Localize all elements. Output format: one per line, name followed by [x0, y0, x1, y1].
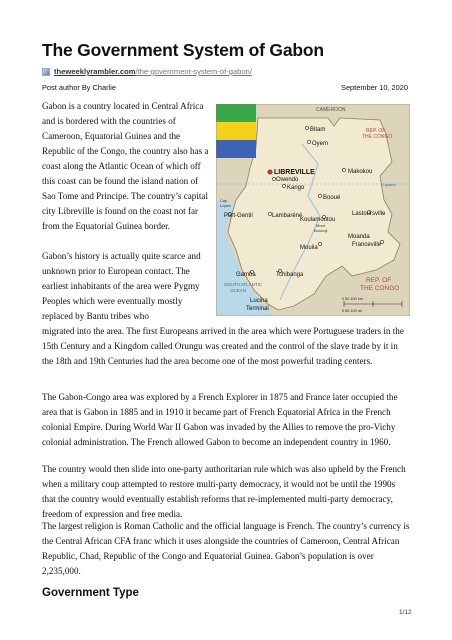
- label-mont-bound-1: Mont: [316, 223, 325, 228]
- scale-label-km: 0 50 100 km: [342, 297, 363, 301]
- marker-libreville: [268, 170, 272, 174]
- paragraph-history-part1: Gabon’s history is actually quite scarce and unknown prior to European contact. The earliest inhabitants of the area were Pygmy Peoples which were eventually mostly replaced by Bantu tribes who: [42, 251, 201, 321]
- paragraph-intro: Gabon is a country located in Central Africa and is bordered with the countries of Cameroon, Equatorial Guinea and the Republic of the Congo, the country also has a coast along the Atlantic Ocean of which off this coast can be found the island nation of Sao Tome and Principe. The country’s capital city Libreville is found on the coast not far from the Equatorial Guinea border.: [42, 101, 209, 231]
- label-ocean-2: OCEAN: [230, 288, 247, 293]
- flag-stripe-yellow: [216, 122, 256, 140]
- scale-label-mi: 0 50 100 mi: [342, 309, 362, 313]
- city-oyem: Oyem: [312, 141, 329, 147]
- city-port-gentil: Port-Gentil: [224, 213, 253, 219]
- city-booue: Booué: [323, 195, 341, 201]
- city-owendo: Owendo: [276, 177, 299, 183]
- post-author: Post author By Charlie: [42, 83, 116, 92]
- city-mouila: Mouila: [300, 245, 318, 251]
- site-favicon-icon: [42, 68, 50, 76]
- marker-bitam: [305, 126, 308, 129]
- post-date: September 10, 2020: [341, 83, 408, 92]
- city-koulamoutou: Koulamoutou: [300, 217, 336, 223]
- label-cameroon: CAMEROON: [316, 107, 346, 113]
- paragraph-religion: The largest religion is Roman Catholic and the official language is French. The country’s currency is the Central African CFA franc which it uses alongside the countries of Cameroon, Central African Republic, Chad, Republic of the Congo and Equatorial Guinea. Gabon’s population is over 2,235,000.: [42, 521, 410, 576]
- city-gamba: Gamba: [236, 272, 256, 278]
- city-moanda: Moanda: [348, 234, 370, 240]
- city-lucina: Lucina: [250, 298, 268, 304]
- marker-oyem: [307, 140, 310, 143]
- label-rep-congo-s-2: THE CONGO: [360, 285, 400, 292]
- city-terminal: Terminal: [246, 306, 269, 312]
- city-kango: Kango: [287, 185, 305, 191]
- label-rep-congo-ne-2: THE CONGO: [362, 134, 393, 140]
- city-makokou: Makokou: [348, 169, 373, 175]
- label-ocean-1: SOUTH ATLANTIC: [224, 282, 263, 287]
- source-line: [42, 67, 252, 76]
- flag-stripe-green: [216, 104, 256, 122]
- flag-stripe-blue: [216, 140, 256, 158]
- source-link[interactable]: theweeklyrambler.com/the-government-system-of-gabon/: [54, 67, 252, 76]
- city-bitam: Bitam: [310, 127, 326, 133]
- label-rep-congo-s-1: REP. OF: [366, 277, 392, 284]
- paragraph-colonial: The Gabon-Congo area was explored by a French Explorer in 1875 and France later occupied the area that is Gabon in 1885 and in 1910 it became part of French Equatorial Africa in the French colonial Empire. During World War II Gabon was invaded by the Allies to remove the pro-Vichy colonial administration. The French allowed Gabon to become an independent country in 1960.: [42, 392, 398, 447]
- city-lastoursville: Lastoursville: [352, 211, 386, 217]
- post-meta: [42, 83, 408, 92]
- city-libreville: LIBREVILLE: [274, 169, 315, 176]
- page-number: 1/12: [399, 609, 412, 616]
- city-tchibanga: Tchibanga: [276, 272, 304, 278]
- marker-kango: [282, 184, 285, 187]
- label-cap-lopez-1: Cap: [220, 198, 228, 203]
- paragraph-politics: The country would then slide into one-party authoritarian rule which was also upheld by the French when a military coup attempted to restore multi-party democracy, it would not be until the 1990s that the country would eventually establish reforms that re-implemented multi-party democracy, freedom of expression and free media.: [42, 464, 406, 519]
- city-franceville: Franceville: [352, 242, 382, 248]
- marker-mouila: [318, 242, 321, 245]
- label-cap-lopez-2: Lopez: [220, 203, 231, 208]
- label-mont-bound-2: Boundji: [314, 228, 328, 233]
- city-lambarene: Lambaréné: [272, 213, 303, 219]
- marker-makokou: [342, 168, 345, 171]
- label-equator: Equator: [382, 182, 397, 187]
- paragraph-history-part2: migrated into the area. The first Europeans arrived in the area which were Portuguese traders in the 15th Century and a Kingdom called Orungu was created and the control of the slave trade by it in the 18th and 19th Centuries had the area become one of the most powerful trading centers.: [42, 326, 404, 366]
- marker-booue: [318, 194, 321, 197]
- gabon-map: [216, 104, 410, 316]
- label-rep-congo-ne-1: REP. OF: [366, 128, 386, 134]
- page-title: The Government System of Gabon: [42, 40, 324, 60]
- section-heading-government-type: Government Type: [42, 587, 139, 599]
